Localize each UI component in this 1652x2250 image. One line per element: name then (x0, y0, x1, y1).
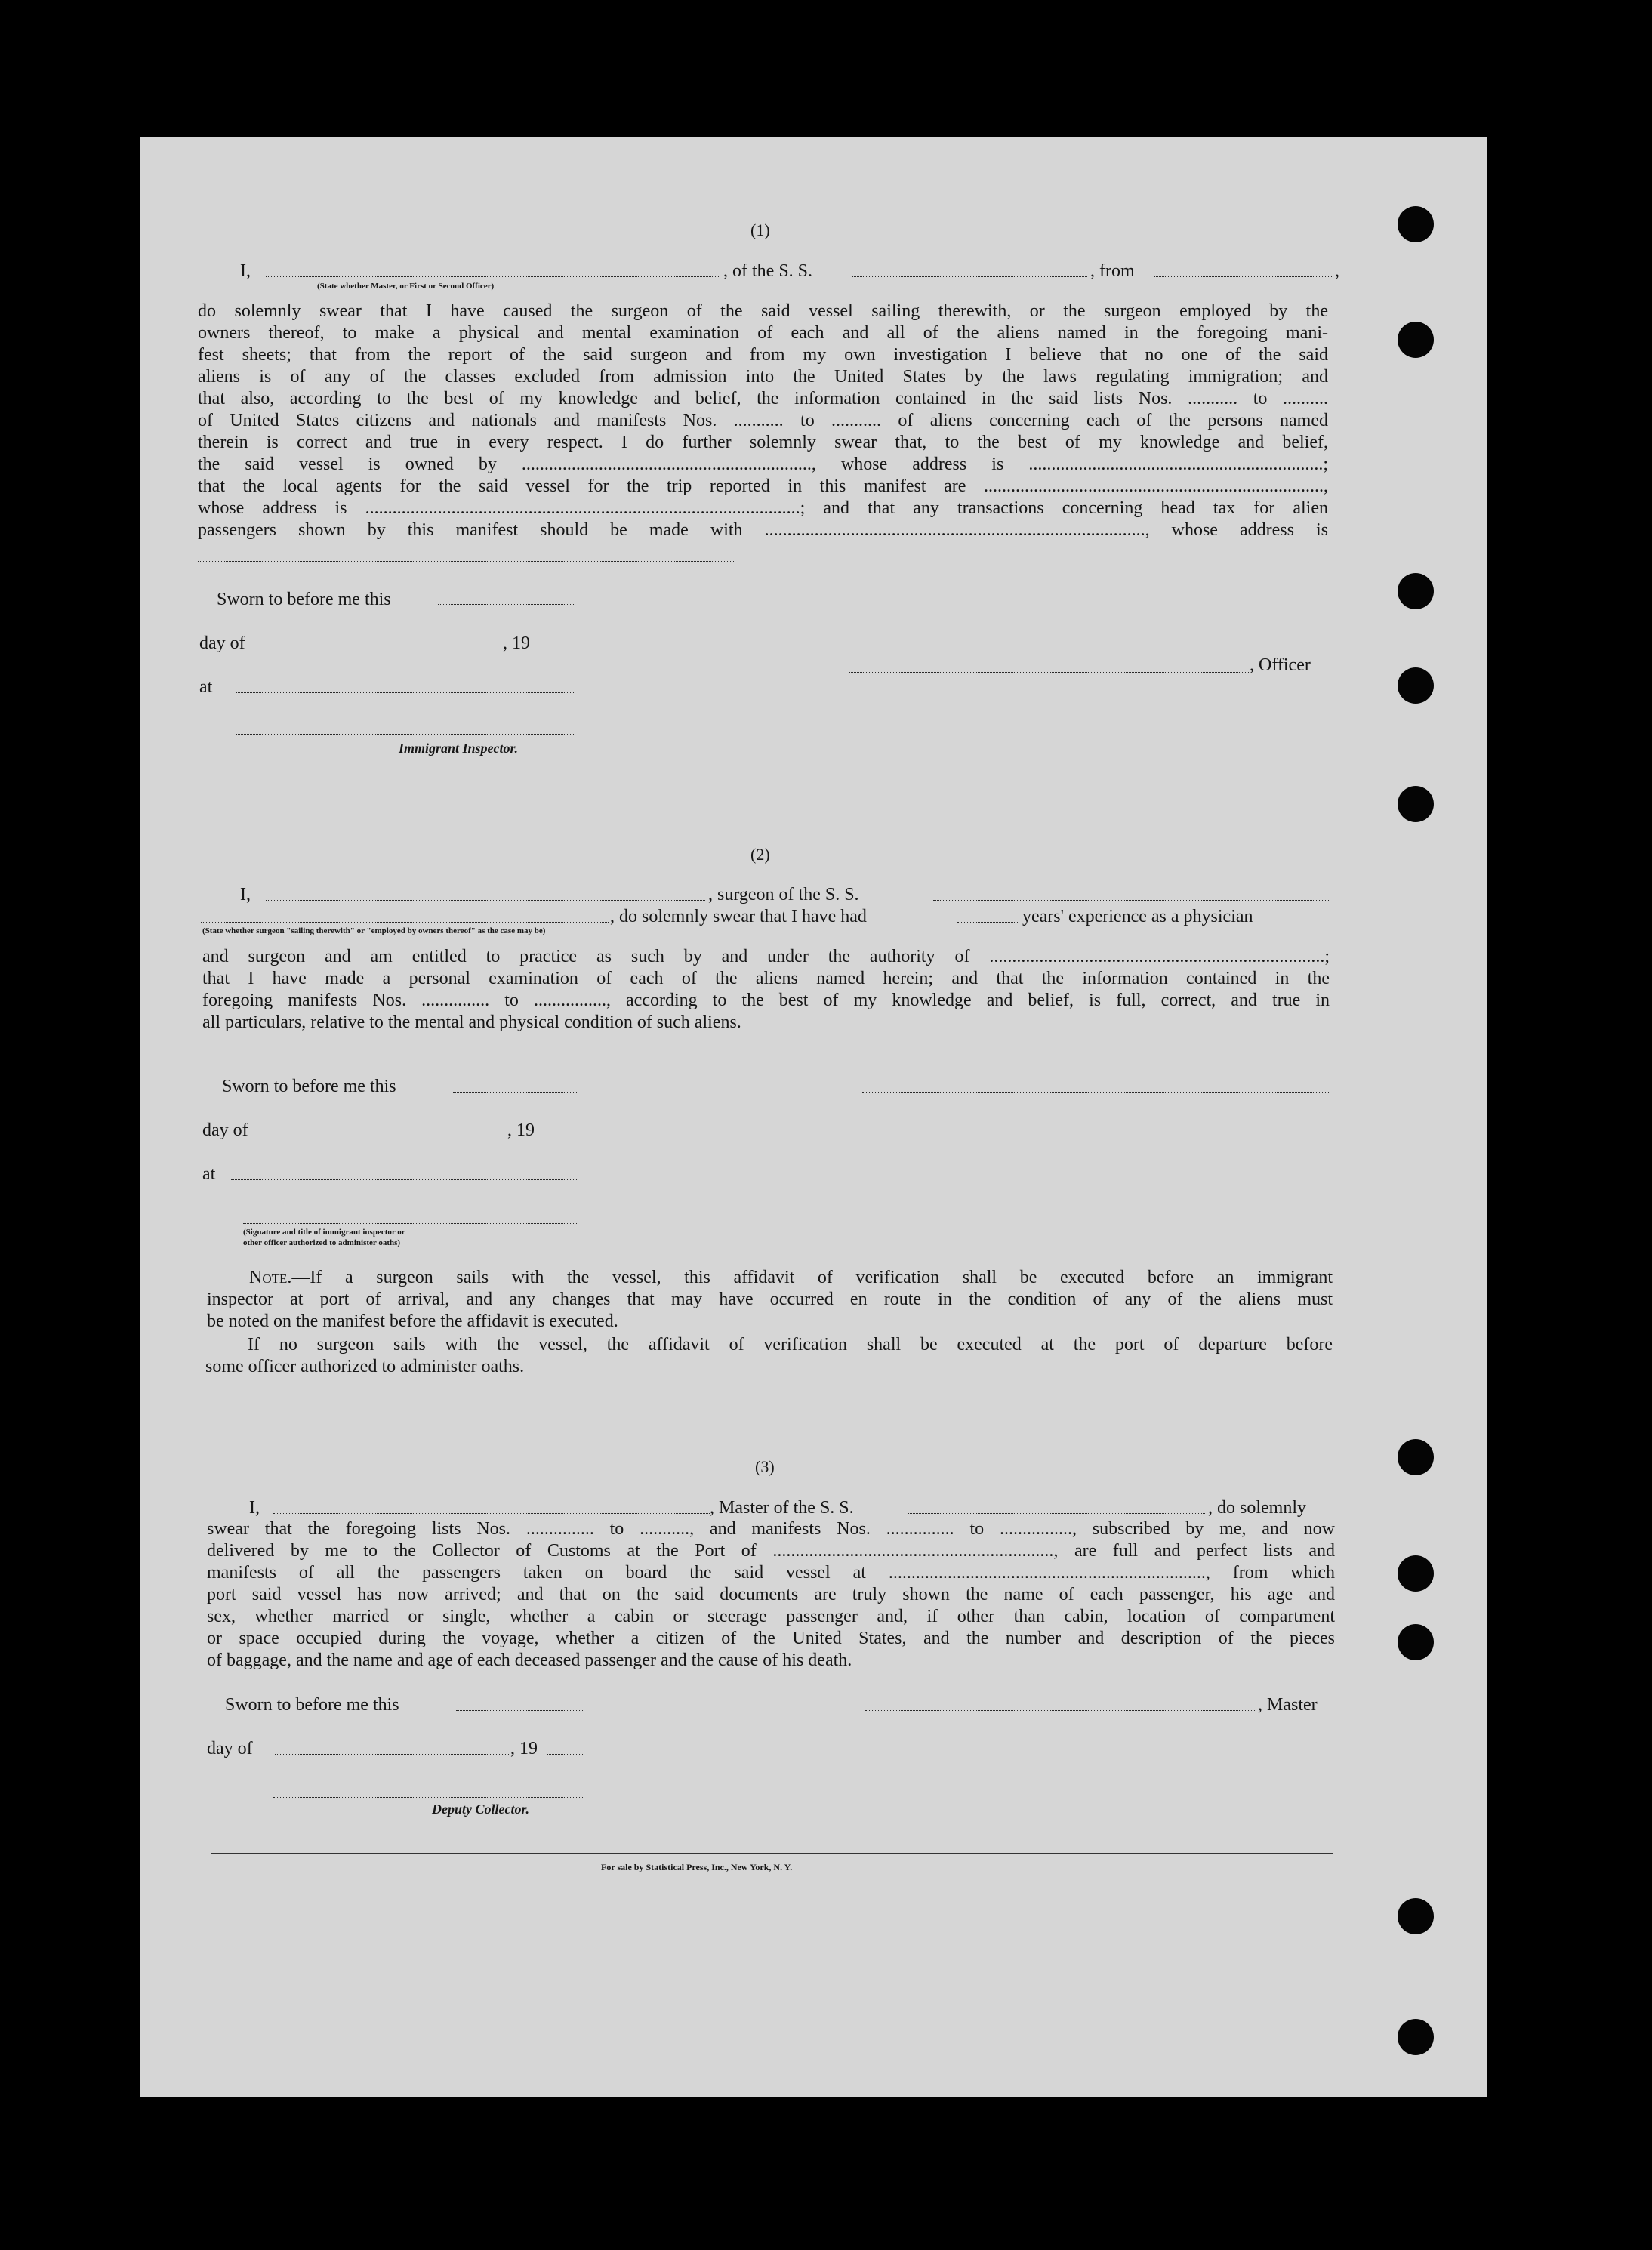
s2-sworn-day-field[interactable] (453, 1092, 578, 1093)
s3-line: swear that the foregoing lists Nos. ............... to ..........., and manifests Nos. ............... to ................, subscribed by me, and now (207, 1519, 1335, 1539)
s3-master: , Master (1258, 1695, 1318, 1715)
punch-hole (1398, 206, 1434, 242)
s2-sig-caption-1: (Signature and title of immigrant inspector or (243, 1228, 405, 1237)
note-line-last: be noted on the manifest before the affidavit is executed. (207, 1311, 618, 1331)
s2-line: and surgeon and am entitled to practice as such by and under the authority of ..........................................................................; (202, 947, 1330, 966)
s1-line: aliens is of any of the classes excluded from admission into the United States by the laws regulating immigration; and (198, 367, 1328, 387)
s1-caption: (State whether Master, or First or Second Officer) (317, 282, 495, 291)
punch-hole (1398, 1898, 1434, 1934)
s3-master-name-field[interactable] (273, 1513, 710, 1514)
s1-line1-end: , (1335, 261, 1339, 281)
s2-sig-caption-2: other officer authorized to administer oaths) (243, 1238, 401, 1247)
s3-line: or space occupied during the voyage, whether a citizen of the United States, and the number and description of the pieces (207, 1629, 1335, 1648)
s2-line: that I have made a personal examination of each of the aliens named herein; and that the information contained in the (202, 969, 1330, 988)
punch-hole (1398, 573, 1434, 609)
s3-master-sign-field[interactable] (865, 1710, 1256, 1711)
vessel-name-field[interactable] (852, 276, 1087, 277)
footer-rule (211, 1853, 1333, 1854)
s3-day-of: day of (207, 1739, 253, 1758)
s1-line: that also, according to the best of my knowledge and belief, the information contained in the said lists Nos. ........... to .......... (198, 389, 1328, 408)
s1-line1-of-ss: , of the S. S. (723, 261, 813, 281)
note2-line-last: some officer authorized to administer oaths. (205, 1357, 525, 1376)
s2-at-field[interactable] (231, 1179, 578, 1180)
punch-hole (1398, 2019, 1434, 2055)
punch-hole (1398, 1555, 1434, 1592)
s3-collector-caption: Deputy Collector. (432, 1802, 529, 1817)
s1-inspector-sign-field[interactable] (236, 734, 574, 735)
s1-at: at (199, 677, 213, 697)
punch-hole (1398, 1624, 1434, 1660)
s2-line-last: all particulars, relative to the mental and physical condition of such aliens. (202, 1012, 741, 1032)
departure-port-field[interactable] (1154, 276, 1332, 277)
years-experience-field[interactable] (957, 922, 1018, 923)
surgeon-status-field[interactable] (201, 922, 609, 923)
footer-imprint: For sale by Statistical Press, Inc., New York, N. Y. (601, 1862, 793, 1872)
s1-year: , 19 (503, 633, 530, 653)
note-text: —If a surgeon sails with the vessel, this affidavit of verification shall be executed before an immigrant (291, 1268, 1333, 1287)
punch-hole (1398, 1439, 1434, 1475)
note-line: inspector at port of arrival, and any changes that may have occurred en route in the condition of any of the aliens must (207, 1290, 1333, 1309)
s1-sworn: Sworn to before me this (217, 590, 391, 609)
s1-inspector-caption: Immigrant Inspector. (399, 741, 519, 756)
s3-year: , 19 (510, 1739, 538, 1758)
s3-line-last: of baggage, and the name and age of each deceased passenger and the cause of his death. (207, 1651, 852, 1670)
s3-line: manifests of all the passengers taken on board the said vessel at ......................................................................, from which (207, 1563, 1335, 1583)
s3-vessel-field[interactable] (908, 1513, 1205, 1514)
s3-line1-i: I, (249, 1498, 260, 1518)
s2-line1-surgeon: , surgeon of the S. S. (708, 885, 859, 905)
note2-line: If no surgeon sails with the vessel, the affidavit of verification shall be executed at the port of departure before (248, 1335, 1333, 1355)
s2-caption: (State whether surgeon "sailing therewith" or "employed by owners thereof" as the case may be) (202, 926, 546, 935)
s1-line: of United States citizens and nationals and manifests Nos. ........... to ........... of aliens concerning each of the persons named (198, 411, 1328, 430)
s3-line: sex, whether married or single, whether a cabin or steerage passenger and, if other than cabin, location of compartment (207, 1607, 1335, 1626)
s2-sworn: Sworn to before me this (222, 1077, 396, 1096)
s2-line1-i: I, (240, 885, 251, 905)
s3-month-field[interactable] (275, 1754, 509, 1755)
officer-signature-field[interactable] (849, 672, 1249, 673)
note-line (202, 1267, 1333, 1289)
s1-day-of: day of (199, 633, 245, 653)
s3-year-field[interactable] (547, 1754, 584, 1755)
s3-sworn-day-field[interactable] (456, 1710, 584, 1711)
s2-at: at (202, 1164, 216, 1184)
s1-line: the said vessel is owned by ................................................................, whose address is .................................................................; (198, 455, 1328, 474)
s1-line1-i: I, (240, 261, 251, 281)
punch-hole (1398, 322, 1434, 358)
s1-line: fest sheets; that from the report of the said surgeon and from my own investigation I believe that no one of the said (198, 345, 1328, 365)
s1-line: passengers shown by this manifest should be made with ...................................................................................., whose address is (198, 520, 1328, 540)
s1-line: owners thereof, to make a physical and mental examination of each and all of the aliens named in the foregoing mani- (198, 323, 1328, 343)
s2-day-of: day of (202, 1120, 248, 1140)
s2-line2-swear: , do solemnly swear that I have had (610, 907, 867, 926)
s1-line: therein is correct and true in every respect. I do further solemnly swear that, to the best of my knowledge and belief, (198, 433, 1328, 452)
surgeon-name-field[interactable] (266, 900, 705, 901)
s2-signature-field[interactable] (862, 1092, 1330, 1093)
s1-line: whose address is ................................................................................................; and that any transactions concerning head tax for alien (198, 498, 1328, 518)
section-1-heading: (1) (750, 220, 770, 239)
s3-line1-end: , do solemnly (1208, 1498, 1306, 1518)
s1-at-field[interactable] (236, 692, 574, 693)
s2-line: foregoing manifests Nos. ............... to ................, according to the best of my knowledge and belief, is full, correct, and true in (202, 991, 1330, 1010)
s2-line2-years: years' experience as a physician (1022, 907, 1253, 926)
s1-sworn-day-field[interactable] (438, 604, 574, 605)
address-continuation-field[interactable] (198, 561, 734, 562)
s3-line: delivered by me to the Collector of Customs at the Port of .............................................................., are full and perfect lists and (207, 1541, 1335, 1561)
s1-line: that the local agents for the said vessel for the trip reported in this manifest are ..........................................................................., (198, 476, 1328, 496)
punch-hole (1398, 667, 1434, 704)
s3-sworn: Sworn to before me this (225, 1695, 399, 1715)
s3-line1-master: , Master of the S. S. (710, 1498, 854, 1518)
section-2-heading: (2) (750, 845, 770, 864)
s2-inspector-sign-field[interactable] (243, 1223, 578, 1224)
note-label: Note. (249, 1268, 292, 1287)
master-title-field[interactable] (266, 276, 719, 277)
s3-line: port said vessel has now arrived; and that on the said documents are truly shown the name of each passenger, his age and (207, 1585, 1335, 1604)
s3-collector-sign-field[interactable] (273, 1797, 584, 1798)
s2-year: , 19 (507, 1120, 535, 1140)
s1-line1-from: , from (1090, 261, 1135, 281)
s2-vessel-field[interactable] (933, 900, 1329, 901)
section-3-heading: (3) (755, 1457, 775, 1476)
punch-hole (1398, 786, 1434, 822)
s1-officer: , Officer (1250, 655, 1311, 675)
s1-line: do solemnly swear that I have caused the surgeon of the said vessel sailing therewith, or the surgeon employed by the (198, 301, 1328, 321)
